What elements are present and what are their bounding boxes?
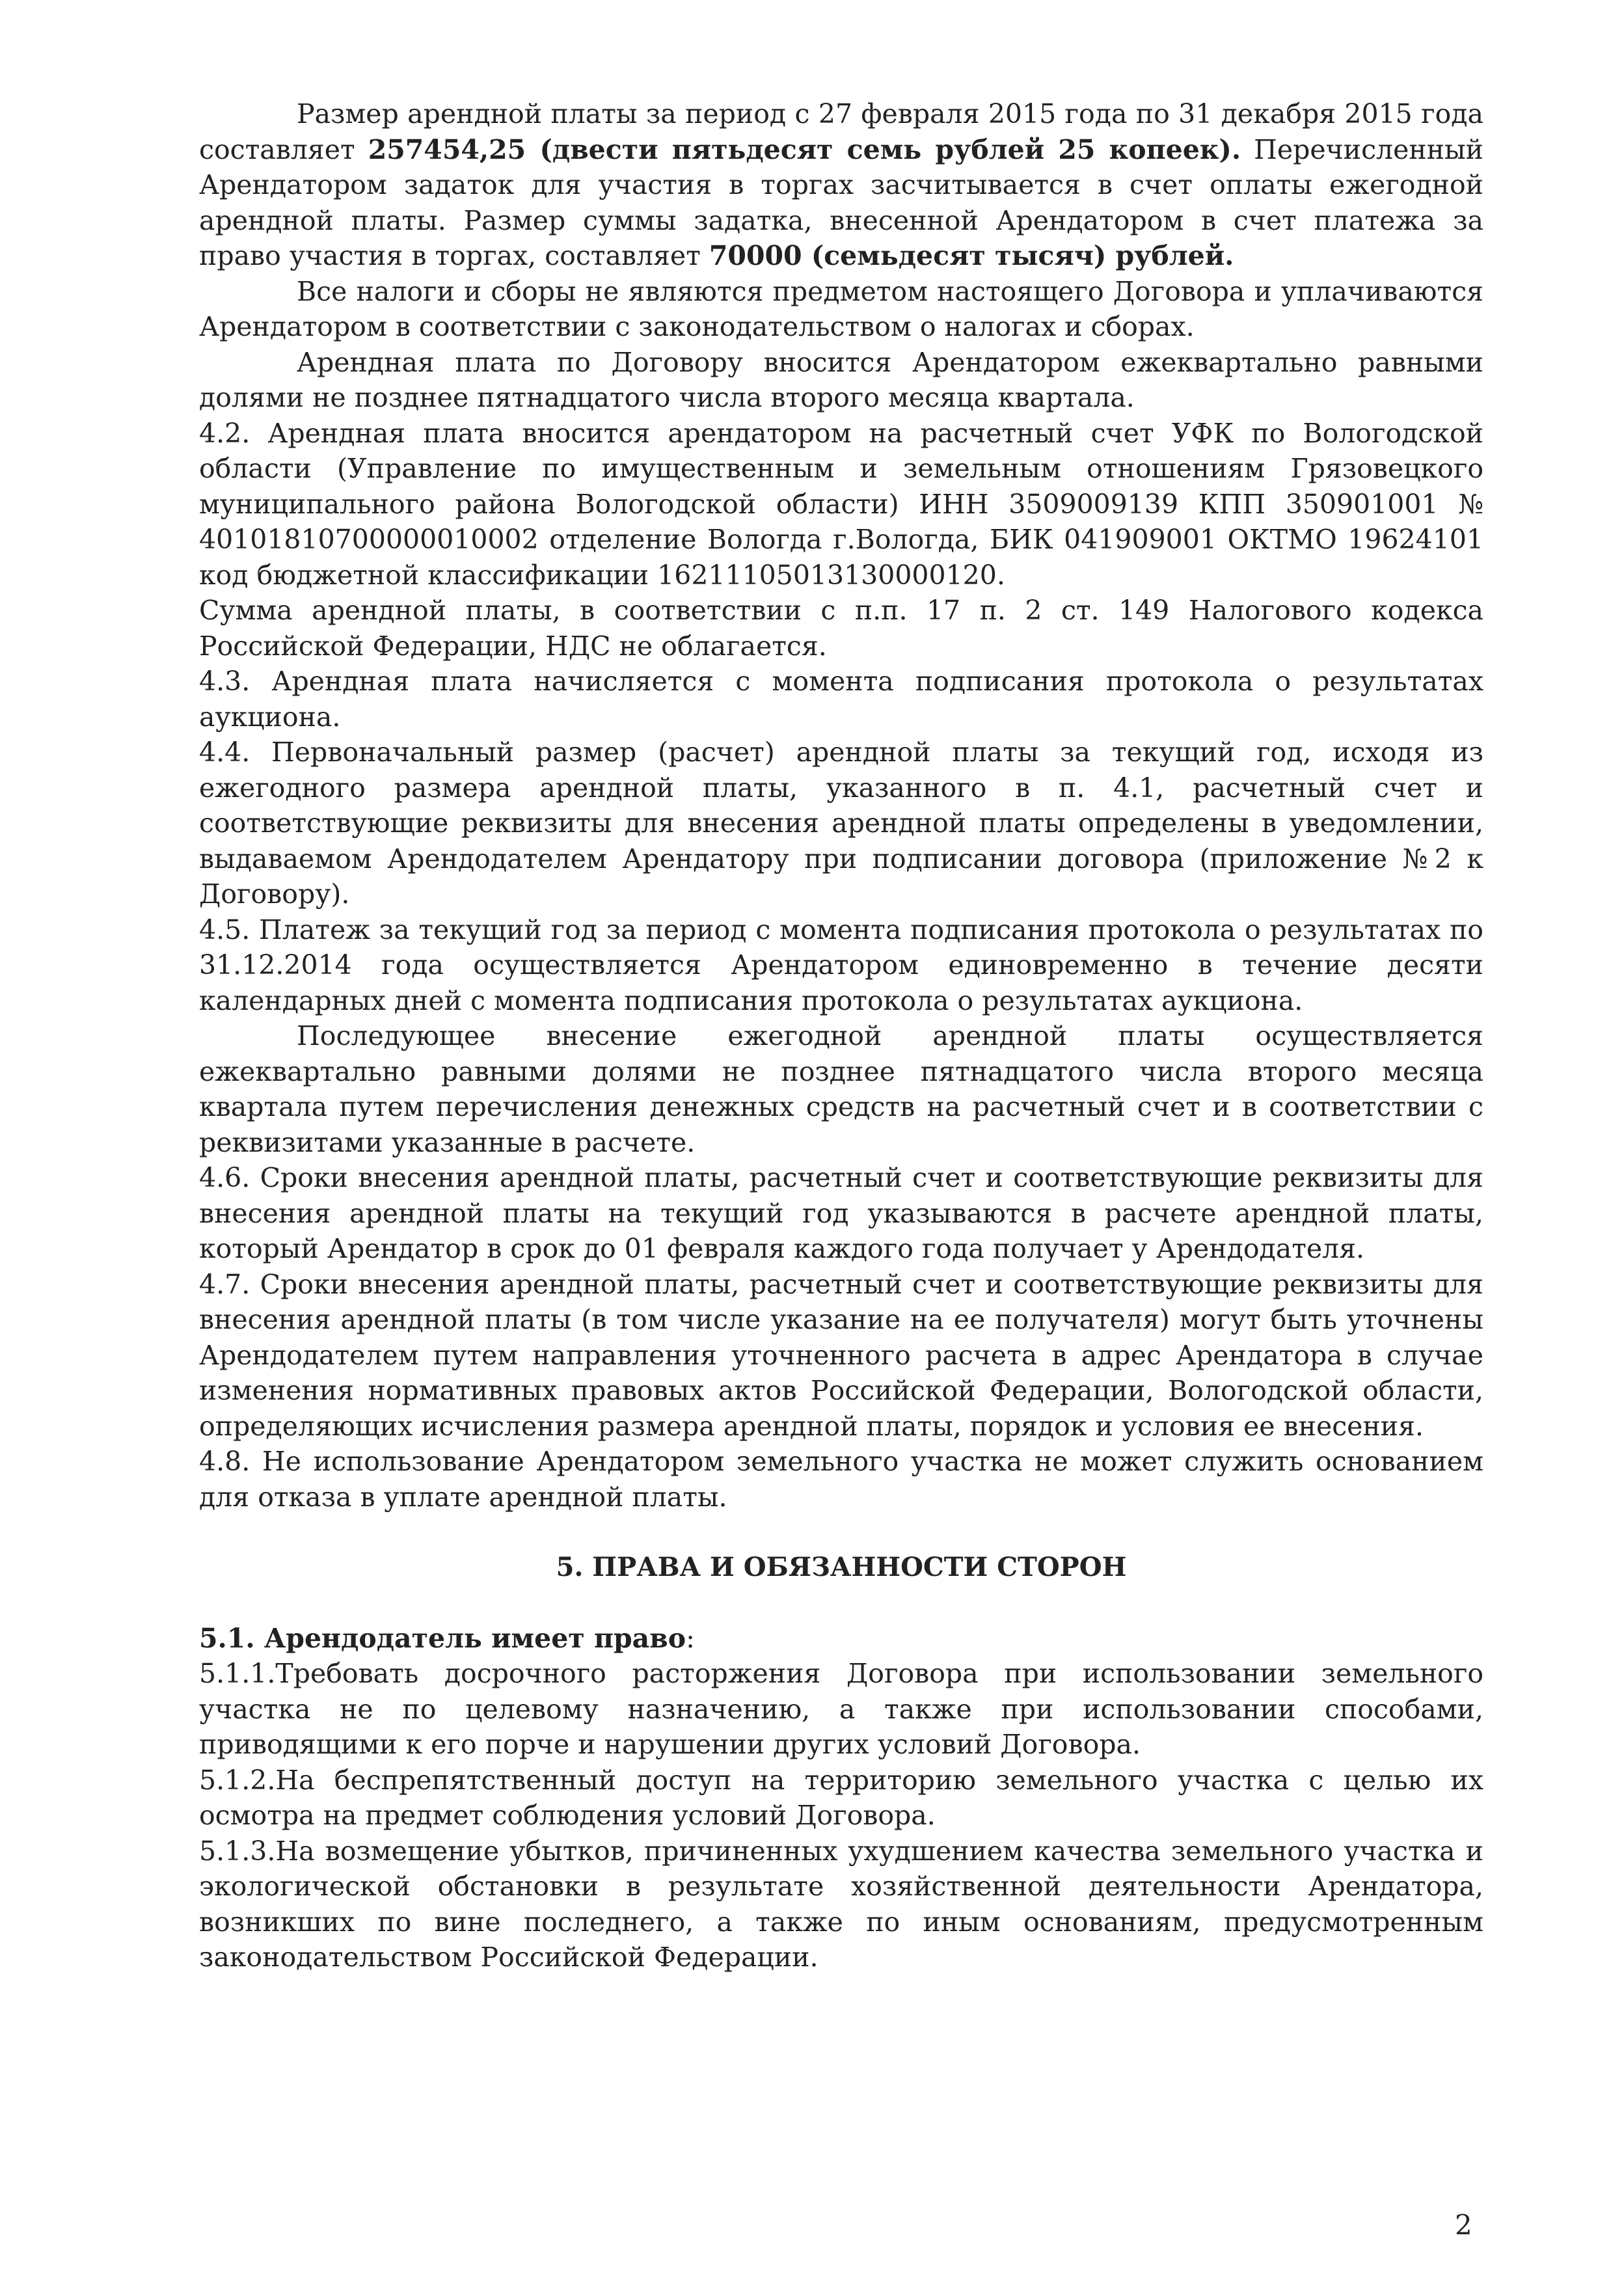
paragraph-vat: Сумма арендной платы, в соответствии с п.п. 17 п. 2 ст. 149 Налогового кодекса Российской Федерации, НДС не облагается. <box>199 595 1483 662</box>
clause-4-3: 4.3. Арендная плата начисляется с момента подписания протокола о результатах аукциона. <box>199 666 1483 733</box>
clause-4-6: 4.6. Сроки внесения арендной платы, расчетный счет и соответствующие реквизиты для внесения арендной платы на текущий год указываются в расчете арендной платы, который Арендатор в срок до 01 февраля каждого года получает у Арендодателя. <box>199 1162 1483 1264</box>
clause-5-1-3: 5.1.3.На возмещение убытков, причиненных ухудшением качества земельного участка и экологической обстановки в результате хозяйственной деятельности Арендатора, возникших по вине последнего, а также по иным основаниям, предусмотренным законодательством Российской Федерации. <box>199 1835 1483 1973</box>
paragraph-quarterly-payment: Арендная плата по Договору вносится Арендатором ежеквартально равными долями не позднее пятнадцатого числа второго месяца квартала. <box>199 346 1483 413</box>
document-body <box>199 96 1483 1975</box>
clause-5-1-2: 5.1.2.На беспрепятственный доступ на территорию земельного участка с целью их осмотра на предмет соблюдения условий Договора. <box>199 1764 1483 1831</box>
clause-4-4: 4.4. Первоначальный размер (расчет) арендной платы за текущий год, исходя из ежегодного размера арендной платы, указанного в п. 4.1, расчетный счет и соответствующие реквизиты для внесения арендной платы определены в уведомлении, выдаваемом Арендодателем Арендатору при подписании договора (приложение №2 к Договору). <box>199 737 1483 910</box>
clause-4-7: 4.7. Сроки внесения арендной платы, расчетный счет и соответствующие реквизиты для внесения арендной платы (в том числе указание на ее получателя) могут быть уточнены Арендодателем путем направления уточненного расчета в адрес Арендатора в случае изменения нормативных правовых актов Российской Федерации, Вологодской области, определяющих исчисления размера арендной платы, порядок и условия ее внесения. <box>199 1268 1483 1442</box>
clause-5-1-1: 5.1.1.Требовать досрочного расторжения Договора при использовании земельного участка не по целевому назначению, а также при использовании способами, приводящими к его порче и нарушении других условий Договора. <box>199 1658 1483 1760</box>
page-number: 2 <box>1455 2209 1472 2241</box>
paragraph-rent-amount <box>199 96 1483 274</box>
rent-period-text: Размер арендной платы за период с 27 февраля 2015 года по 31 декабря 2015 года составляет <box>199 98 1483 165</box>
rent-amount-bold: 257454,25 (двести пятьдесят семь рублей 25 копеек). <box>368 133 1241 165</box>
section-heading: 5. ПРАВА И ОБЯЗАННОСТИ СТОРОН <box>556 1552 1127 1582</box>
clause-4-5: 4.5. Платеж за текущий год за период с момента подписания протокола о результатах по 31.12.2014 года осуществляется Арендатором единовременно в течение десяти календарных дней с момента подписания протокола о результатах аукциона. <box>199 914 1483 1016</box>
paragraph-taxes: Все налоги и сборы не являются предметом настоящего Договора и уплачиваются Арендатором в соответствии с законодательством о налогах и сборах. <box>199 275 1483 342</box>
paragraph-subsequent-payment: Последующее внесение ежегодной арендной платы осуществляется ежеквартально равными долями не позднее пятнадцатого числа второго месяца квартала путем перечисления денежных средств на расчетный счет и в соответствии с реквизитами указанные в расчете. <box>199 1020 1483 1158</box>
clause-4-8: 4.8. Не использование Арендатором земельного участка не может служить основанием для отказа в уплате арендной платы. <box>199 1446 1483 1513</box>
subsection-title <box>199 1621 1483 1657</box>
subsection-title-bold: 5.1. Арендодатель имеет право <box>199 1622 686 1654</box>
deposit-text: Перечисленный Арендатором задаток для участия в торгах засчитывается в счет оплаты ежегодной арендной платы. Размер суммы задатка, внесенной Арендатором в счет платежа за право участия в торгах, составляет <box>199 133 1483 271</box>
subsection-title-colon: : <box>686 1622 695 1654</box>
deposit-amount-bold: 70000 (семьдесят тысяч) рублей. <box>709 240 1234 271</box>
clause-4-2: 4.2. Арендная плата вносится арендатором на расчетный счет УФК по Вологодской области (Управление по имущественным и земельным отношениям Грязовецкого муниципального района Вологодской области) ИНН 3509009139 КПП 350901001 № 40101810700000010002 отделение Вологда г.Вологда, БИК 041909001 ОКТМО 19624101 код бюджетной классификации 16211105013130000120. <box>199 417 1483 591</box>
